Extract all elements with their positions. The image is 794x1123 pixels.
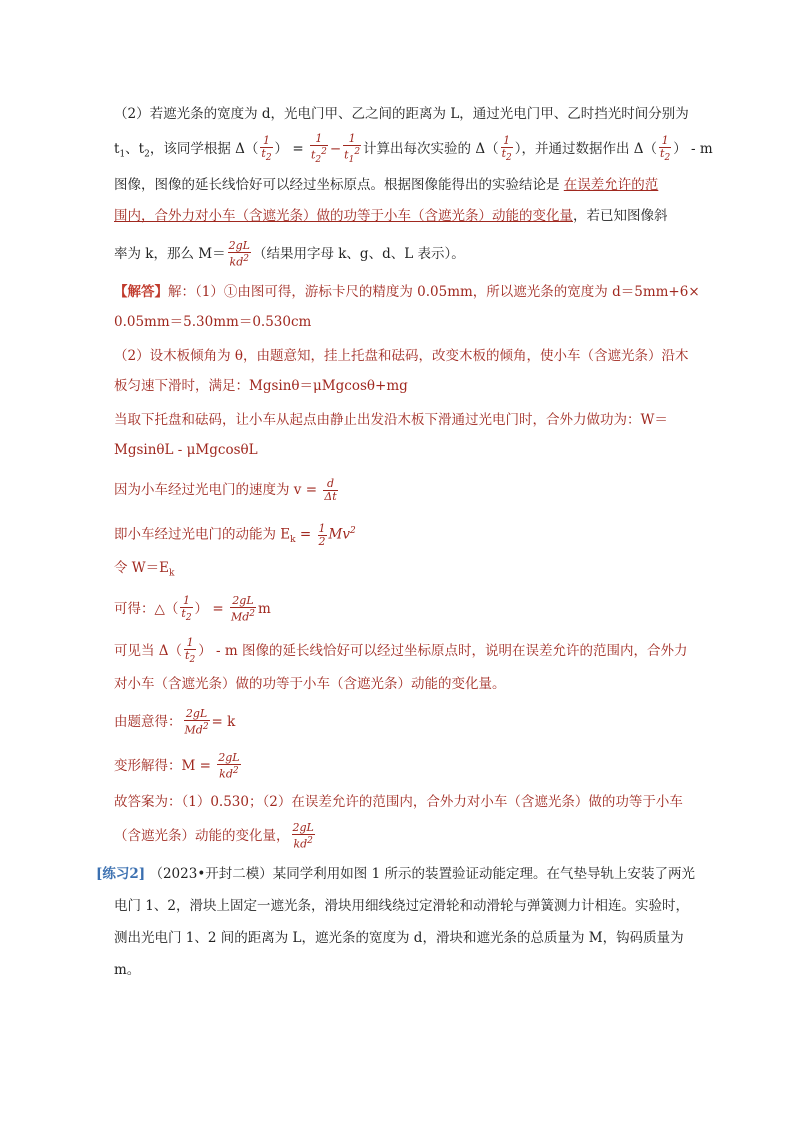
fraction-1-over-t2-squared: $\frac{1}{t_2^2}$ <box>310 132 327 165</box>
answer-line-9: 令 $W=E_k$ <box>114 560 175 579</box>
answer-line-13: 由题意得： $\frac{2gL}{Md^2}$ = k <box>114 707 236 737</box>
answer-line-5: 当取下托盘和砝码，让小车从起点由静止出发沿木板下滑通过光电门时，合外力做功为：W＝ <box>114 412 668 428</box>
fraction-2gL-over-kd2: $\frac{2gL}{kd^2}$ <box>292 821 314 851</box>
fraction-1-over-t2: $\frac{1}{t_2}$ <box>181 594 192 624</box>
answer-fill-M: $\frac{2gL}{kd^2}$ <box>228 239 250 269</box>
question-line-2: $t_1$、$t_2$，该同学根据 Δ（ $\frac{1}{t_2}$ ） = $\frac{1}{t_2^2}$ − $\frac{1}{t_1^2}$ 计算出每次实验的 Δ（ $\frac{1}{t_2}$ ），并通过数据作出 Δ（ $\frac{1}{t_2}$ ） - m <box>114 132 713 165</box>
answer-fill-conclusion: 在误差允许的范 <box>563 177 659 193</box>
answer-line-12: 对小车（含遮光条）做的功等于小车（含遮光条）动能的变化量。 <box>114 676 506 692</box>
fraction-2gL-over-Md2: $\frac{2gL}{Md^2}$ <box>230 594 255 624</box>
exercise-tag: [练习2] <box>96 866 146 882</box>
exercise-line-1: [练习2] （2023•开封二模）某同学利用如图 1 所示的装置验证动能定理。在气垫导轨上安装了两光 <box>96 866 695 882</box>
fraction-one-half: $\frac{1}{2}$ <box>318 521 326 548</box>
answer-line-6: MgsinθL - μMgcosθL <box>114 442 258 458</box>
fraction-d-over-dt: $\frac{d}{\Delta t}$ <box>324 477 337 503</box>
answer-fill-conclusion-cont: 围内，合外力对小车（含遮光条）做的功等于小车（含遮光条）动能的变化量 <box>114 208 573 224</box>
answer-line-8: 即小车经过光电门的动能为 $E_k$ = $\frac{1}{2}$ Mv$^2$ <box>114 521 356 548</box>
answer-line-14: 变形解得：M = $\frac{2gL}{kd^2}$ <box>114 751 240 781</box>
question-line-3: 图像，图像的延长线恰好可以经过坐标原点。根据图像能得出的实验结论是 在误差允许的范 <box>114 177 659 193</box>
exercise-line-2: 电门 1、2，滑块上固定一遮光条，滑块用细线绕过定滑轮和动滑轮与弹簧测力计相连。实验时， <box>114 898 689 914</box>
fraction-1-over-t2: $\frac{1}{t_2}$ <box>501 133 512 164</box>
question-line-1: （2）若遮光条的宽度为 d，光电门甲、乙之间的距离为 L，通过光电门甲、乙时挡光时间分别为 <box>114 106 689 122</box>
answer-line-2: 0.05mm＝5.30mm＝0.530cm <box>114 314 312 330</box>
fraction-1-over-t2: $\frac{1}{t_2}$ <box>660 133 671 164</box>
fraction-1-over-t1-squared: $\frac{1}{t_1^2}$ <box>344 132 361 165</box>
fraction-1-over-t2: $\frac{1}{t_2}$ <box>261 133 272 164</box>
answer-line-3: （2）设木板倾角为 θ，由题意知，挂上托盘和砝码，改变木板的倾角，使小车（含遮光条）沿木 <box>114 348 689 364</box>
fraction-2gL-over-kd2: $\frac{2gL}{kd^2}$ <box>218 751 240 781</box>
question-line-4: 围内，合外力对小车（含遮光条）做的功等于小车（含遮光条）动能的变化量，若已知图像斜 <box>114 208 668 224</box>
answer-line-4: 板匀速下滑时，满足：Mgsinθ＝μMgcosθ+mg <box>114 378 408 394</box>
exercise-line-3: 测出光电门 1、2 间的距离为 L，遮光条的宽度为 d，滑块和遮光条的总质量为 M，钩码质量为 <box>114 930 684 946</box>
exercise-line-4: m。 <box>114 962 141 978</box>
answer-line-7: 因为小车经过光电门的速度为 v = $\frac{d}{\Delta t}$ <box>114 477 337 503</box>
answer-line-11: 可见当 Δ（ $\frac{1}{t_2}$ ） - m 图像的延长线恰好可以经过坐标原点时，说明在误差允许的范围内，合外力 <box>114 636 688 666</box>
answer-line-15: 故答案为：（1）0.530；（2）在误差允许的范围内，合外力对小车（含遮光条）做的功等于小车 <box>114 794 683 810</box>
fraction-2gL-over-Md2: $\frac{2gL}{Md^2}$ <box>184 707 209 737</box>
answer-line-16: （含遮光条）动能的变化量， $\frac{2gL}{kd^2}$ <box>114 821 314 851</box>
answer-line-10: 可得：△（ $\frac{1}{t_2}$ ） = $\frac{2gL}{Md^2}$ m <box>114 594 271 624</box>
question-line-5: 率为 k，那么 M＝ $\frac{2gL}{kd^2}$ （结果用字母 k、g、d、L 表示）。 <box>114 239 465 269</box>
fraction-1-over-t2: $\frac{1}{t_2}$ <box>185 636 196 666</box>
answer-line-1: 【解答】解：（1）①由图可得，游标卡尺的精度为 0.05mm，所以遮光条的宽度为 d＝5mm+6× <box>114 284 700 300</box>
answer-tag: 【解答】 <box>114 284 168 300</box>
